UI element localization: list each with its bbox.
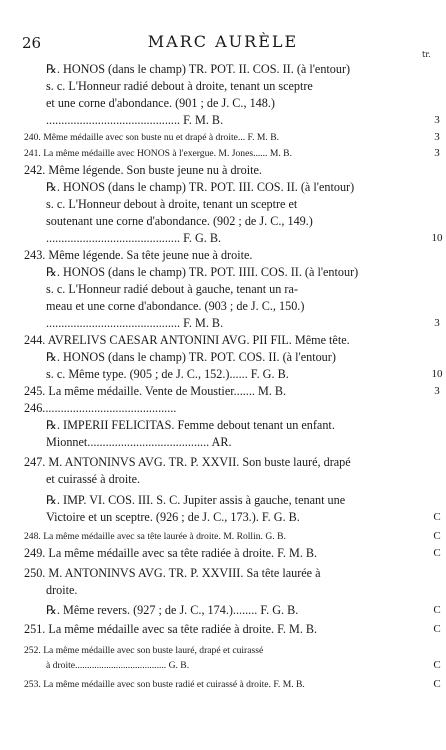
- rarity-mark: C: [433, 530, 441, 542]
- rarity-mark: 10: [431, 232, 443, 244]
- catalogue-line: 241. La même médaille avec HONOS à l'exergue. M. Jones...... M. B.: [24, 148, 292, 159]
- catalogue-line: ............................................ F. M. B.: [46, 113, 224, 127]
- catalogue-line: droite.: [46, 583, 78, 597]
- catalogue-line: 245. La même médaille. Vente de Moustier....... M. B.: [24, 384, 287, 398]
- rarity-mark: 3: [434, 114, 440, 126]
- corner-mark: tr.: [422, 50, 431, 59]
- catalogue-line: 251. La même médaille avec sa tête radiée à droite. F. M. B.: [24, 622, 318, 636]
- rarity-mark: 3: [434, 317, 440, 329]
- rarity-mark: C: [433, 511, 441, 523]
- catalogue-line: s. c. L'Honneur radié debout à gauche, tenant un ra-: [46, 282, 298, 296]
- catalogue-line: s. c. L'Honneur debout à droite, tenant un sceptre et: [46, 197, 298, 211]
- catalogue-line: ℞. HONOS (dans le champ) TR. POT. II. COS. II. (à l'entour): [46, 62, 351, 76]
- catalogue-line: 250. M. ANTONINVS AVG. TR. P. XXVIII. Sa tête laurée à: [24, 566, 321, 580]
- catalogue-line: 246............................................: [24, 401, 177, 415]
- catalogue-line: Mionnet........................................ AR.: [46, 435, 232, 449]
- catalogue-line: et cuirassé à droite.: [46, 472, 141, 486]
- catalogue-line: 248. La même médaille avec sa tête laurée à droite. M. Rollin. G. B.: [24, 531, 286, 542]
- catalogue-line: à droite...................................... G. B.: [46, 660, 190, 671]
- rarity-mark: 3: [434, 131, 440, 143]
- catalogue-line: 242. Même légende. Son buste jeune nu à droite.: [24, 163, 262, 177]
- catalogue-line: soutenant une corne d'abondance. (902 ; de J. C., 149.): [46, 214, 313, 228]
- catalogue-line: ℞. HONOS (dans le champ) TR. POT. IIII. COS. II. (à l'entour): [46, 265, 359, 279]
- rarity-mark: C: [433, 678, 441, 690]
- page-number: 26: [22, 34, 42, 52]
- rarity-mark: 3: [434, 147, 440, 159]
- catalogue-line: 252. La même médaille avec son buste lauré, drapé et cuirassé: [24, 645, 264, 656]
- catalogue-line: et une corne d'abondance. (901 ; de J. C., 148.): [46, 96, 275, 110]
- catalogue-line: ............................................ F. M. B.: [46, 316, 224, 330]
- catalogue-line: ℞. HONOS (dans le champ) TR. POT. COS. II. (à l'entour): [46, 350, 336, 364]
- catalogue-line: 249. La même médaille avec sa tête radiée à droite. F. M. B.: [24, 546, 318, 560]
- rarity-mark: 10: [431, 368, 443, 380]
- catalogue-line: meau et une corne d'abondance. (903 ; de J. C., 150.): [46, 299, 305, 313]
- catalogue-line: 244. AVRELIVS CAESAR ANTONINI AVG. PII FIL. Même tête.: [24, 333, 350, 347]
- catalogue-line: ℞. IMPERII FELICITAS. Femme debout tenant un enfant.: [46, 418, 335, 432]
- rarity-mark: C: [433, 623, 441, 635]
- catalogue-line: Victoire et un sceptre. (926 ; de J. C., 173.). F. G. B.: [46, 510, 300, 524]
- catalogue-line: 240. Même médaille avec son buste nu et drapé à droite... F. M. B.: [24, 132, 280, 143]
- catalogue-line: 253. La même médaille avec son buste radié et cuirassé à droite. F. M. B.: [24, 679, 305, 690]
- catalogue-line: ℞. IMP. VI. COS. III. S. C. Jupiter assis à gauche, tenant une: [46, 493, 346, 507]
- catalogue-line: ℞. Même revers. (927 ; de J. C., 174.)........ F. G. B.: [46, 603, 299, 617]
- rarity-mark: C: [433, 547, 441, 559]
- catalogue-line: s. c. L'Honneur radié debout à droite, tenant un sceptre: [46, 79, 313, 93]
- catalogue-line: 247. M. ANTONINVS AVG. TR. P. XXVII. Son buste lauré, drapé: [24, 455, 351, 469]
- running-title: MARC AURÈLE: [147, 32, 299, 51]
- catalogue-line: s. c. Même type. (905 ; de J. C., 152.)...... F. G. B.: [46, 367, 289, 381]
- rarity-mark: C: [433, 604, 441, 616]
- catalogue-line: 243. Même légende. Sa tête jeune nue à droite.: [24, 248, 253, 262]
- catalogue-line: ............................................ F. G. B.: [46, 231, 222, 245]
- catalogue-line: ℞. HONOS (dans le champ) TR. POT. III. COS. II. (à l'entour): [46, 180, 355, 194]
- rarity-mark: C: [433, 659, 441, 671]
- rarity-mark: 3: [434, 385, 440, 397]
